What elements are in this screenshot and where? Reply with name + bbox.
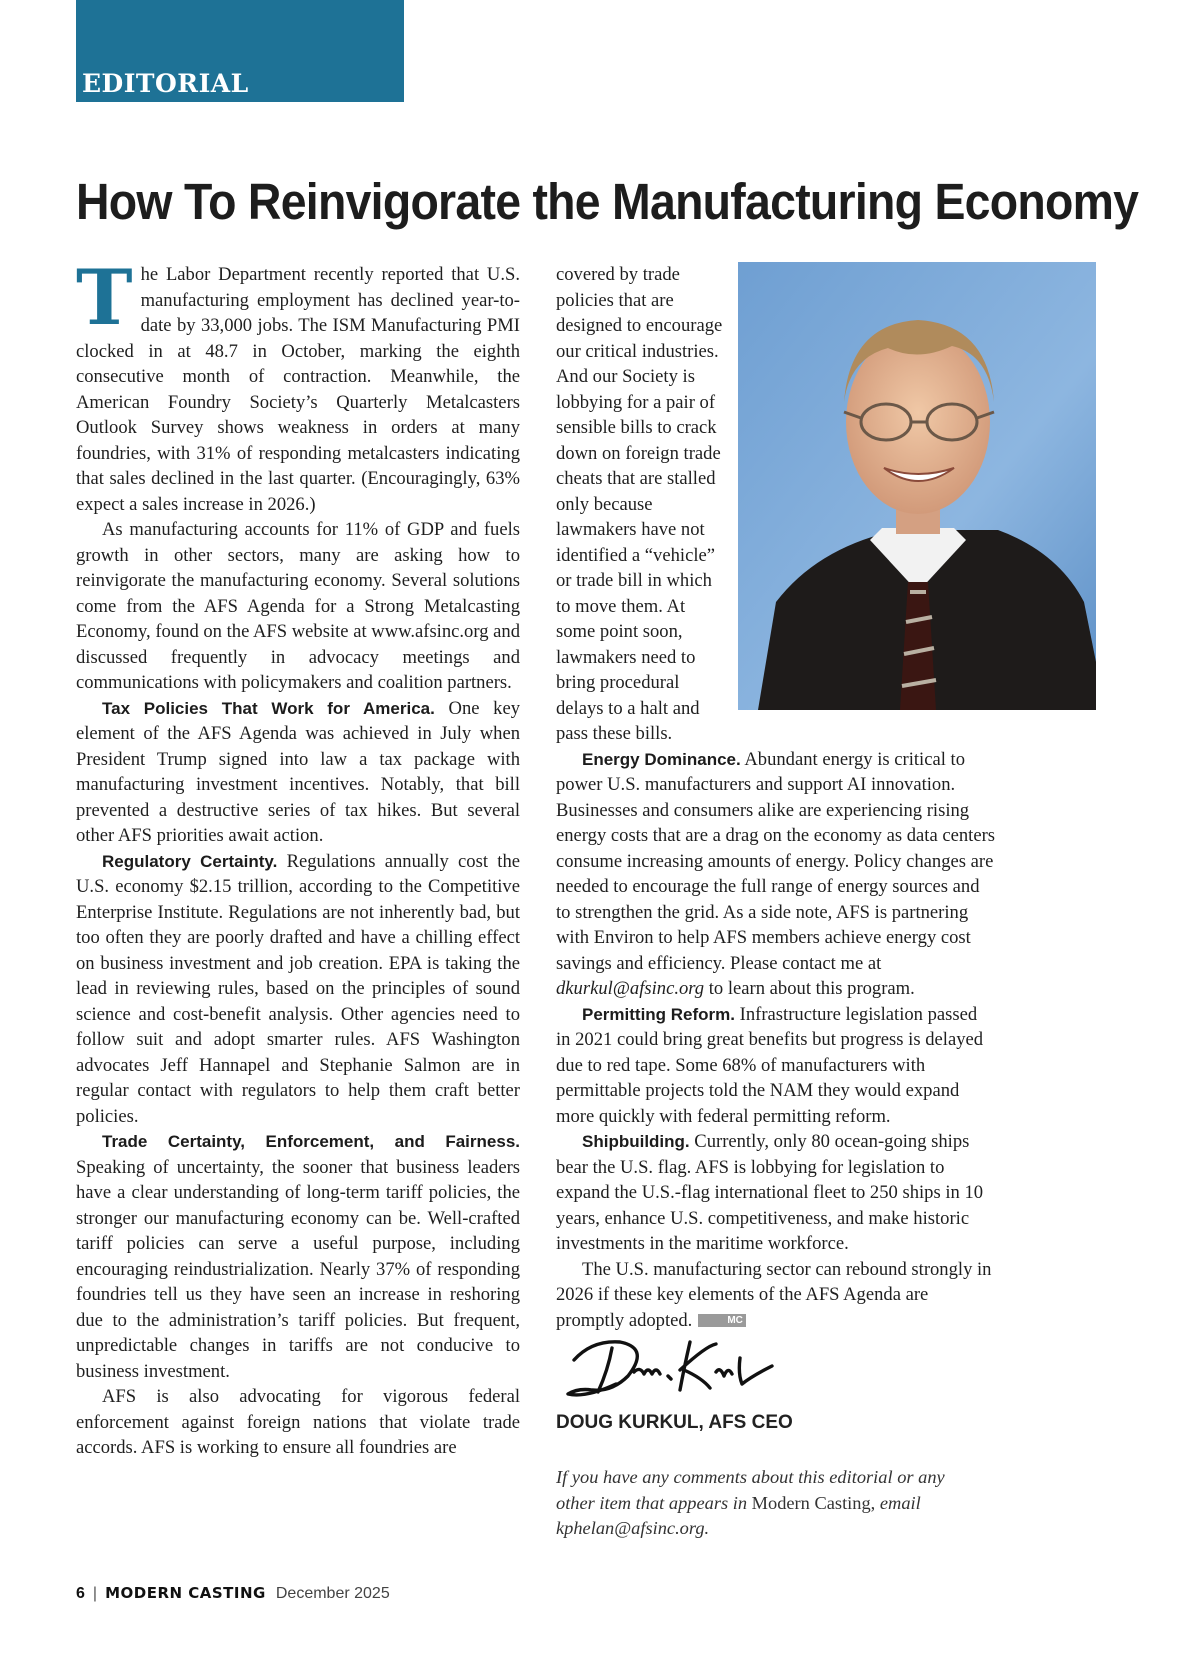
headline: How To Reinvigorate the Manufacturing Economy — [76, 173, 1139, 230]
run-in-heading: Tax Policies That Work for America. — [102, 698, 435, 718]
article-column-2 — [556, 262, 996, 1333]
footer-separator: | — [92, 1585, 98, 1602]
intro-paragraph: The Labor Department recently reported that U.S. manufacturing employment has declined year-to-date by 33,000 jobs. The ISM Manufacturing PMI clocked in at 48.7 in October, marking the eighth consecutive month of contraction. Meanwhile, the American Foundry Society’s Quarterly Metalcasters Outlook Survey shows weakness in orders at many foundries, with 31% of responding metalcasters indicating that sales declined in the last quarter. (Encouragingly, 63% expect a sales increase in 2026.) — [76, 253, 520, 515]
section-tab — [76, 0, 404, 102]
drop-cap: T — [76, 253, 133, 342]
section-label: EDITORIAL — [82, 69, 249, 98]
run-in-heading: Trade Certainty, Enforcement, and Fairness. — [102, 1132, 520, 1151]
author-photo — [738, 262, 1096, 710]
enforcement-continued: covered by trade policies that are designed to encourage our critical industries. And our Society is lobbying for a pair of sensible bills to crack down on foreign trade cheats that are stalled only because lawmakers have not identified a “vehicle” or trade bill in which to move them. At some point soon, lawmakers need to bring procedural delays to a halt and pass these bills. — [556, 264, 723, 744]
tax-section: Tax Policies That Work for America. One key element of the AFS Agenda was achieved in July when President Trump signed into law a tax package with manufacturing investment incentives. Notably, that bill prevented a destructive series of tax hikes. But several other AFS priorities await action. — [76, 697, 520, 846]
footer-magazine: MODERN CASTING — [105, 1584, 266, 1602]
page-footer — [76, 1584, 390, 1603]
trade-section: Trade Certainty, Enforcement, and Fairness. Speaking of uncertainty, the sooner that business leaders have a clear understanding of long-term tariff policies, the stronger our manufacturing economy can be. Well-crafted tariff policies can serve a useful purpose, including encouraging reindustrialization. Nearly 37% of responding foundries tell us they have seen an increase in reshoring due to the administration’s tariff policies. But frequent, unpredictable changes in tariffs are not conducive to business investment. — [76, 1132, 520, 1382]
magazine-name: Modern Casting, — [751, 1492, 876, 1513]
permitting-section: Permitting Reform. Infrastructure legislation passed in 2021 could bring great benefits but progress is delayed due to red tape. Some 68% of manufacturers with permittable projects told the NAM they would expand more quickly with federal permitting reform. — [556, 1003, 984, 1127]
run-in-heading: Energy Dominance. — [582, 749, 741, 769]
article-column-1 — [76, 253, 520, 1461]
signature — [556, 1318, 804, 1404]
enforcement-paragraph: AFS is also advocating for vigorous federal enforcement against foreign nations that violate trade accords. AFS is working to ensure all foundries are — [76, 1386, 520, 1458]
page-number: 6 — [76, 1585, 85, 1602]
end-mark: MC — [698, 1314, 746, 1327]
contact-email[interactable]: dkurkul@afsinc.org — [556, 978, 705, 999]
comments-note: If you have any comments about this editorial or any other item that appears in Modern Casting, email kphelan@afsinc.org. — [556, 1467, 945, 1538]
regulatory-section: Regulatory Certainty. Regulations annually cost the U.S. economy $2.15 trillion, according to the Competitive Enterprise Institute. Regulations are not inherently bad, but too often they are poorly drafted and have a chilling effect on business investment and job creation. EPA is taking the lead in reviewing rules, based on the principles of sound science and cost-benefit analysis. Other agencies need to follow suit and adopt smarter rules. AFS Washington advocates Jeff Hannapel and Stephanie Salmon are in regular contact with regulators to help them craft better policies. — [76, 850, 520, 1127]
footer-date: December 2025 — [275, 1585, 390, 1602]
signature-name: DOUG KURKUL, AFS CEO — [556, 1412, 793, 1433]
run-in-heading: Regulatory Certainty. — [102, 851, 278, 871]
run-in-heading: Permitting Reform. — [582, 1004, 736, 1024]
shipbuilding-section: Shipbuilding. Currently, only 80 ocean-going ships bear the U.S. flag. AFS is lobbying for legislation to expand the U.S.-flag international fleet to 250 ships in 10 years, enhance U.S. competitiveness, and make historic investments in the maritime workforce. — [556, 1131, 984, 1254]
run-in-heading: Shipbuilding. — [582, 1132, 690, 1151]
energy-section: Energy Dominance. Abundant energy is critical to power U.S. manufacturers and support AI innovation. Businesses and consumers alike are experiencing rising energy costs that are a drag on the economy as data centers consume increasing amounts of energy. Policy changes are needed to encourage the full range of energy sources and to strengthen the grid. As a side note, AFS is partnering with Environ to help AFS members achieve energy cost savings and efficiency. Please contact me at dkurkul@afsinc.org to learn about this program. — [556, 748, 996, 999]
closing-paragraph: The U.S. manufacturing sector can rebound strongly in 2026 if these key elements of the AFS Agenda are promptly adopted. MC — [556, 1258, 992, 1331]
paragraph: As manufacturing accounts for 11% of GDP and fuels growth in other sectors, many are asking how to reinvigorate the manufacturing economy. Several solutions come from the AFS Agenda for a Strong Metalcasting Economy, found on the AFS website at www.afsinc.org and discussed frequently in advocacy meetings and communications with policymakers and coalition partners. — [76, 519, 520, 693]
comments-email[interactable]: kphelan@afsinc.org. — [556, 1518, 710, 1538]
